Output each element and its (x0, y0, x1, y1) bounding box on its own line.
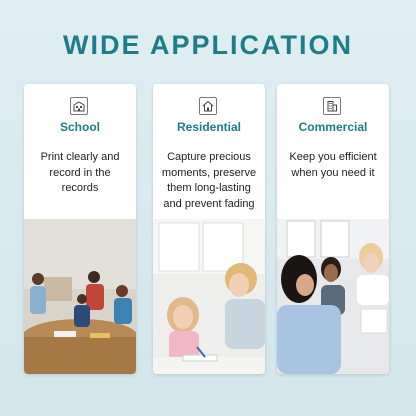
card-description: Print clearly and record in the records (40, 151, 120, 194)
office-building-icon (323, 97, 341, 115)
office-meeting-photo (277, 219, 389, 374)
card-description: Keep you efficient when you need it (289, 151, 377, 179)
card-description: Capture precious moments, preserve them long-lasting and prevent fading (161, 151, 257, 210)
school-building-icon (70, 97, 88, 115)
school-card (24, 84, 136, 374)
card-title: Commercial (298, 120, 368, 134)
house-icon (199, 97, 217, 115)
card-title: Residential (176, 120, 242, 134)
page-title: WIDE APPLICATION (63, 30, 353, 60)
students-at-table-photo (24, 219, 136, 374)
commercial-card (277, 84, 389, 374)
card-title: School (59, 120, 100, 134)
mother-and-daughter-drawing-photo (153, 219, 265, 374)
residential-card (153, 84, 265, 374)
